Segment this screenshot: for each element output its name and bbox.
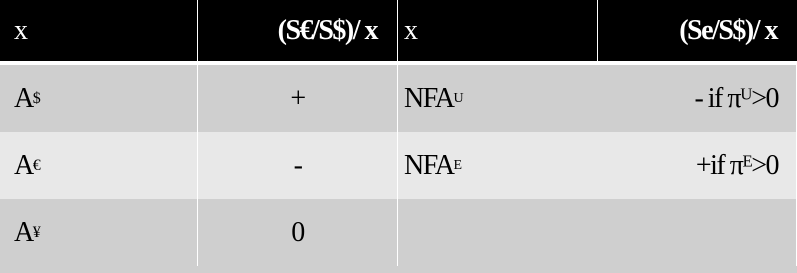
nfa-label: NFA — [404, 82, 454, 114]
asset-label: A — [14, 216, 33, 248]
condition-cell: +if πᴱ>0 — [598, 132, 797, 199]
table-bottom-strip — [0, 266, 797, 273]
nfa-cell — [398, 132, 598, 199]
header-cell-x-left: x — [0, 0, 198, 61]
asset-label: A — [14, 149, 33, 181]
condition-cell — [598, 199, 797, 266]
sign-cell: - — [198, 132, 398, 199]
nfa-superscript: U — [453, 90, 464, 106]
header-cell-x-right: x — [398, 0, 598, 61]
asset-subscript: ¥ — [32, 223, 41, 241]
header-cell-euro-ratio: (S€/S$)/ x — [198, 0, 398, 61]
asset-subscript: $ — [32, 89, 41, 107]
condition-cell: - if πᵁ>0 — [598, 65, 797, 132]
asset-label: A — [14, 82, 33, 114]
nfa-label: NFA — [404, 149, 454, 181]
nfa-superscript: E — [453, 157, 462, 173]
sign-cell: 0 — [198, 199, 398, 266]
asset-cell — [0, 199, 198, 266]
sign-cell: + — [198, 65, 398, 132]
asset-subscript: € — [32, 156, 41, 174]
asset-cell — [0, 132, 198, 199]
nfa-cell — [398, 199, 598, 266]
header-cell-e-ratio: (Se/S$)/ x — [598, 0, 797, 61]
nfa-cell — [398, 65, 598, 132]
asset-cell — [0, 65, 198, 132]
